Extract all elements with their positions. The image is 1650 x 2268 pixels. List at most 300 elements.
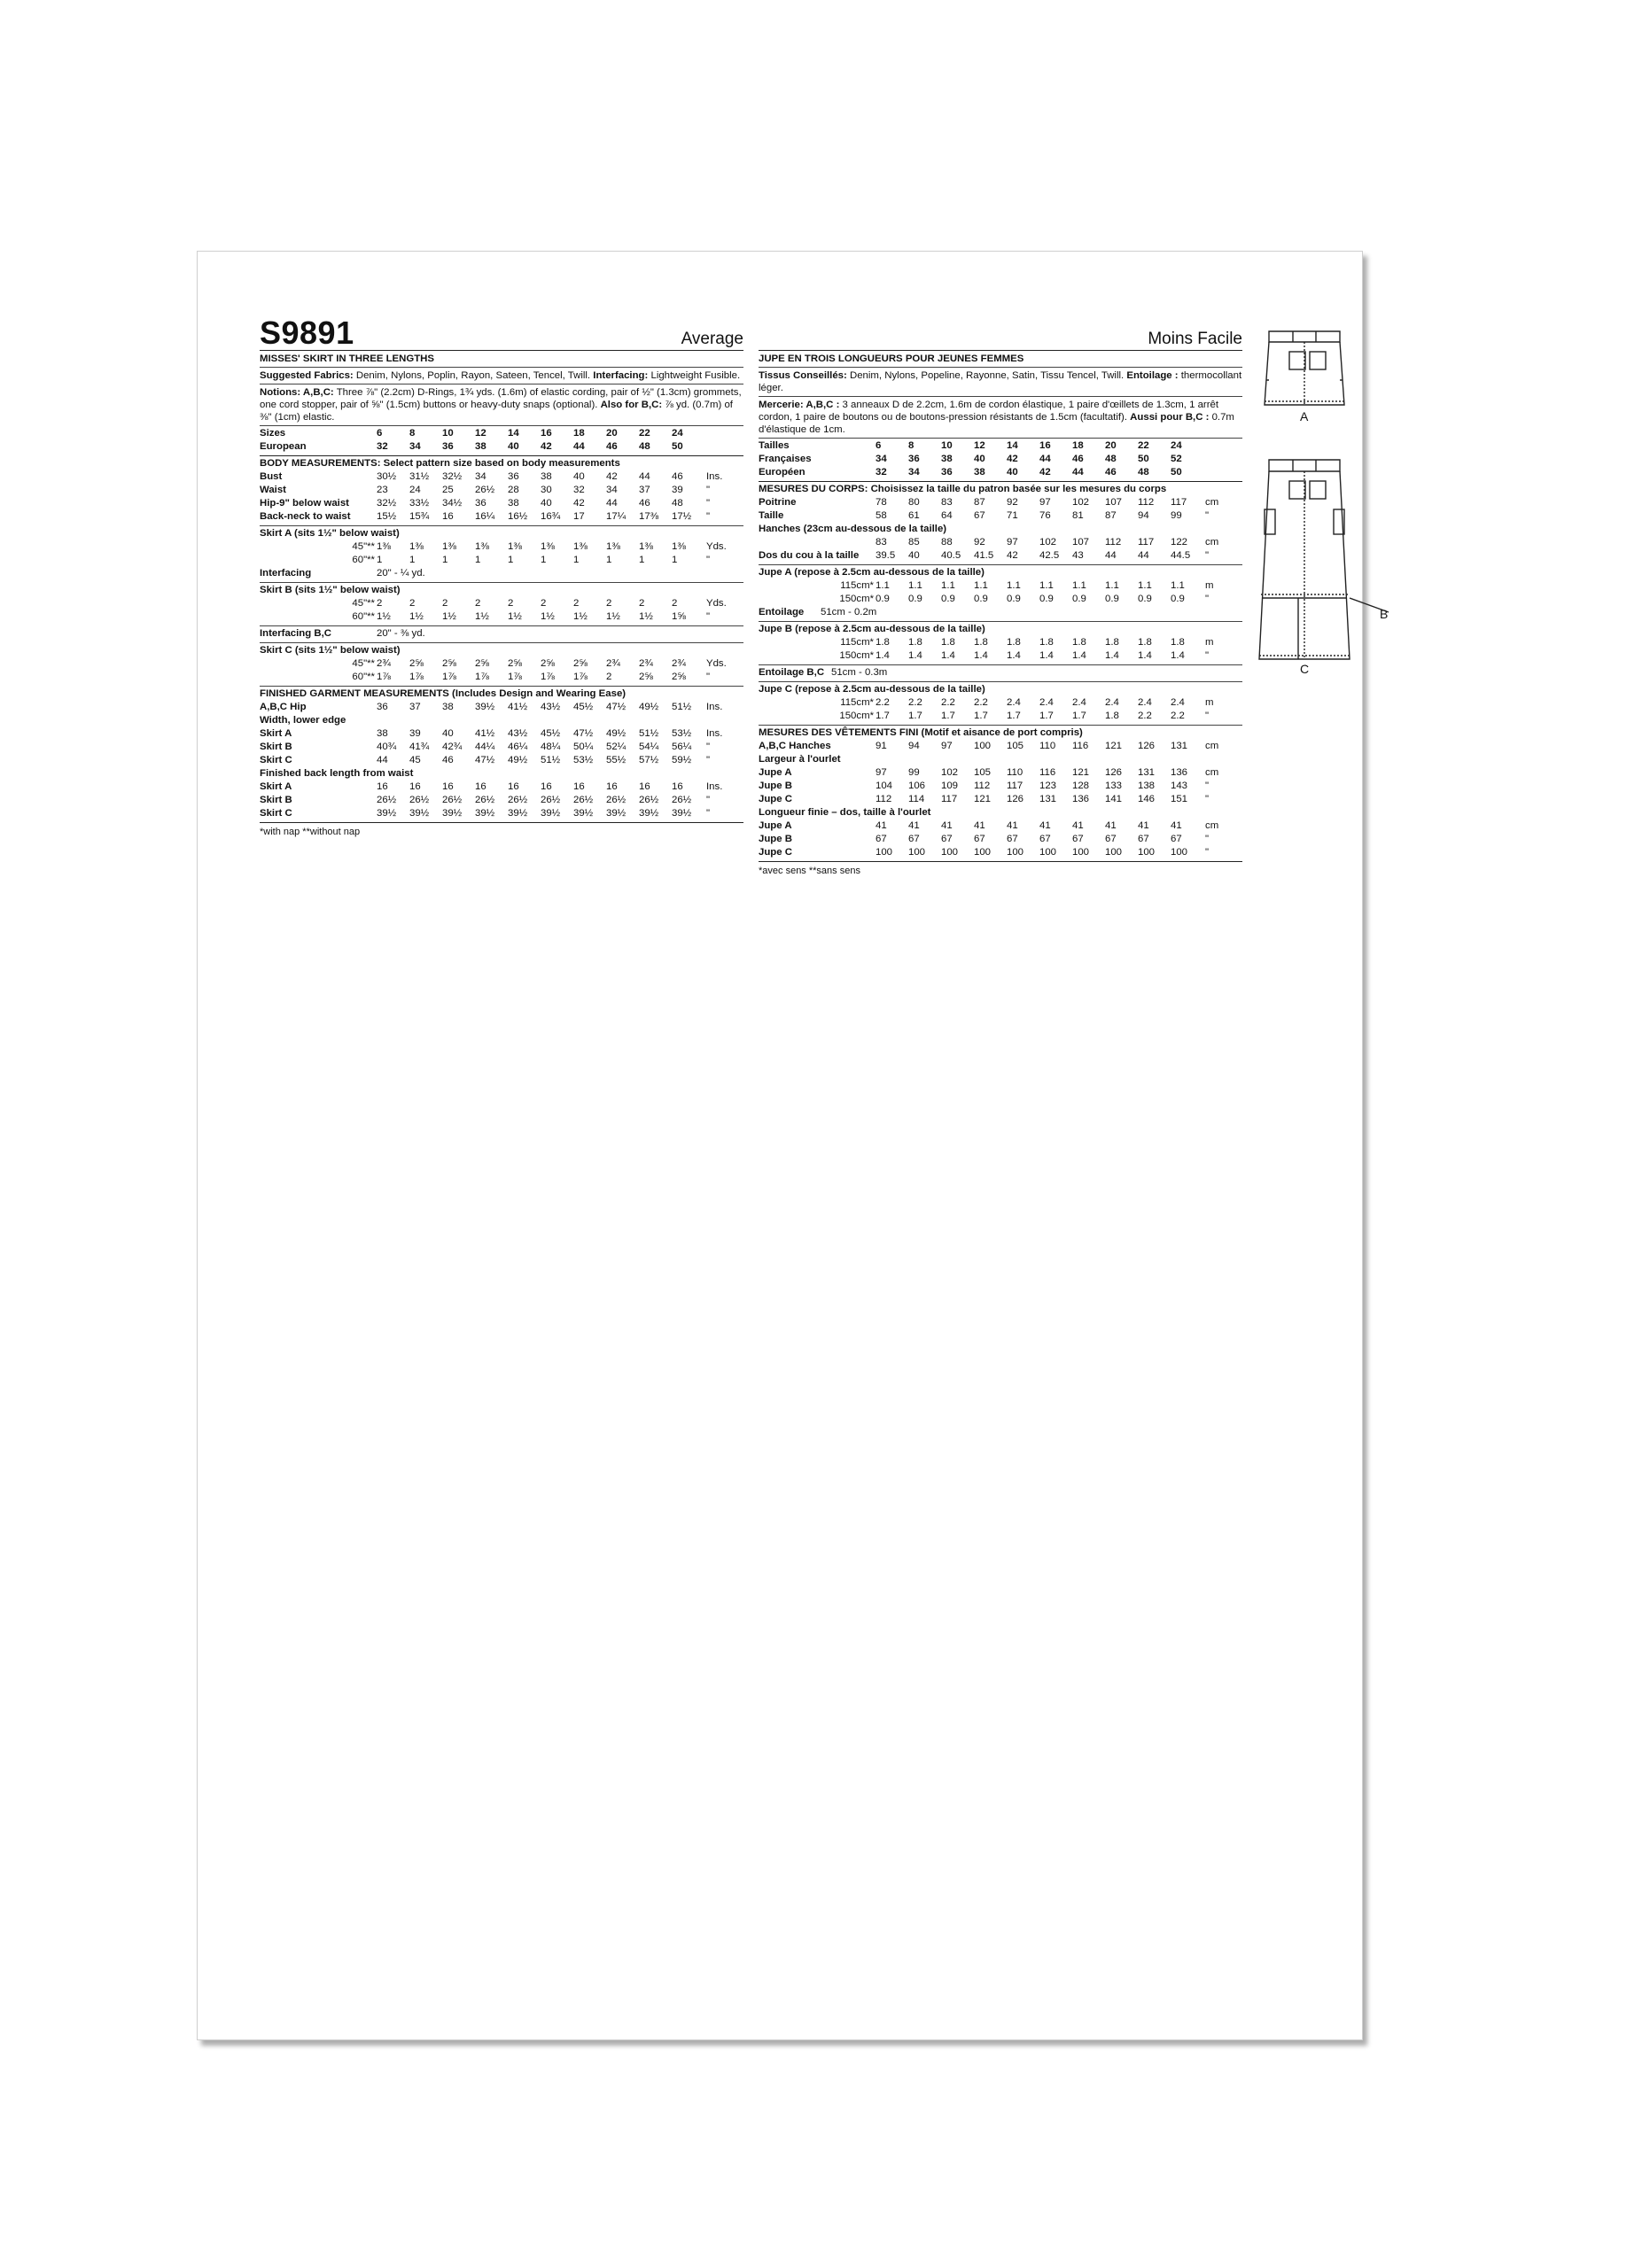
notions-text-fr: 3 anneaux D de 2.2cm, 1.6m de cordon élastique, 1 paire d'œillets de 1.3cm, 1 arrêt cordon, 1 paire de boutons ou de boutons-pression résistants de 1.5cm (facultatif). — [759, 400, 1219, 423]
value-cell: 40 — [508, 441, 519, 452]
measurement-row — [759, 496, 1242, 509]
pattern-code: S9891 — [260, 315, 354, 351]
unit-cell: Yds. — [706, 598, 727, 609]
unit-cell: cm — [1205, 767, 1219, 778]
jupe-c-yardage — [759, 682, 1242, 726]
value-cell: 123 — [1039, 781, 1057, 791]
label-b: B — [1380, 607, 1389, 621]
jupe-a-interfacing — [759, 606, 1242, 619]
value-cell: 0.9 — [1138, 594, 1152, 604]
value-cell: 117 — [941, 794, 958, 804]
row-label: Jupe B — [759, 781, 792, 791]
interfacing-a-label: Interfacing — [260, 568, 312, 579]
value-cell: 80 — [908, 497, 920, 508]
interfacing-label-fr: Entoilage : — [1126, 370, 1179, 381]
unit-cell: " — [1205, 847, 1210, 858]
value-cell: 39 — [409, 728, 421, 739]
value-cell: 2 — [475, 598, 481, 609]
value-cell: 1 — [409, 555, 416, 565]
hanches-label: Hanches (23cm au-dessous de la taille) — [759, 524, 947, 534]
skirt-c-yardage — [260, 643, 743, 687]
value-cell: 59½ — [672, 755, 692, 765]
value-cell: 44 — [1138, 550, 1149, 561]
value-cell: 1⅝ — [672, 611, 686, 622]
notions-label: Notions: A,B,C: — [260, 387, 334, 398]
value-cell: 2¾ — [377, 658, 391, 669]
value-cell: 2⅝ — [639, 672, 653, 682]
value-cell: 71 — [1007, 510, 1018, 521]
value-cell: 32½ — [377, 498, 397, 509]
value-cell: 16½ — [508, 511, 528, 522]
value-cell: 1.4 — [1072, 650, 1086, 661]
measurement-row — [260, 470, 743, 484]
length-heading-fr: Longueur finie – dos, taille à l'ourlet — [759, 807, 931, 818]
pattern-title-fr: JUPE EN TROIS LONGUEURS POUR JEUNES FEMMES — [759, 351, 1242, 368]
row-label: European — [260, 441, 307, 452]
skirt-b-grid — [260, 597, 743, 624]
value-cell: 1.4 — [876, 650, 890, 661]
value-cell: 1½ — [377, 611, 391, 622]
notions-label-fr: Mercerie: A,B,C : — [759, 400, 840, 410]
finished-measurements-fr — [759, 726, 1242, 862]
value-cell: 1.8 — [1007, 637, 1021, 648]
row-label: Jupe C — [759, 794, 792, 804]
value-cell: 112 — [876, 794, 892, 804]
value-cell: 0.9 — [1007, 594, 1021, 604]
value-cell: 44 — [573, 441, 585, 452]
value-cell: 1⅜ — [442, 541, 456, 552]
value-cell: 133 — [1105, 781, 1123, 791]
fabrics-text: Denim, Nylons, Poplin, Rayon, Sateen, Tencel, Twill. — [355, 370, 591, 381]
value-cell: 48 — [1138, 467, 1149, 478]
unit-cell: " — [706, 498, 711, 509]
value-cell: 0.9 — [974, 594, 988, 604]
value-cell: 44 — [1039, 454, 1051, 464]
value-cell: 41 — [1072, 820, 1084, 831]
value-cell: 16 — [442, 781, 454, 792]
entoilage-a-value: 51cm - 0.2m — [821, 607, 877, 617]
row-label: Skirt A — [260, 781, 292, 792]
row-label: 45"** — [352, 658, 375, 669]
value-cell: 49½ — [508, 755, 528, 765]
french-column — [759, 322, 1242, 877]
value-cell: 38 — [941, 454, 953, 464]
value-cell: 1.1 — [1138, 580, 1152, 591]
skirt-line-drawings — [1240, 327, 1390, 681]
value-cell: 136 — [1171, 767, 1188, 778]
value-cell: 1½ — [508, 611, 522, 622]
value-cell: 116 — [1072, 741, 1089, 751]
value-cell: 40 — [442, 728, 454, 739]
value-cell: 32 — [573, 485, 585, 495]
measurement-row — [759, 649, 1242, 663]
row-label: 60"** — [352, 555, 375, 565]
row-label: 115cm* — [840, 580, 874, 591]
value-cell: 17 — [573, 511, 585, 522]
french-header — [759, 322, 1242, 351]
value-cell: 40 — [908, 550, 920, 561]
notions — [260, 384, 743, 426]
value-cell: 16 — [573, 781, 585, 792]
value-cell: 41 — [974, 820, 985, 831]
entoilage-bc-value: 51cm - 0.3m — [831, 667, 888, 678]
value-cell: 51½ — [639, 728, 659, 739]
value-cell: 151 — [1171, 794, 1188, 804]
value-cell: 17⅜ — [639, 511, 659, 522]
measurement-row — [759, 819, 1242, 833]
value-cell: 110 — [1007, 767, 1023, 778]
measurement-row — [759, 793, 1242, 806]
value-cell: 42.5 — [1039, 550, 1060, 561]
value-cell: 2 — [606, 672, 612, 682]
value-cell: 100 — [974, 741, 992, 751]
skirt-a-grid — [260, 540, 743, 567]
value-cell: 36 — [941, 467, 953, 478]
value-cell: 50 — [1171, 467, 1182, 478]
measurement-row — [260, 610, 743, 624]
value-cell: 2⅝ — [541, 658, 555, 669]
value-cell: 26½ — [442, 795, 463, 805]
value-cell: 1 — [639, 555, 645, 565]
value-cell: 22 — [639, 428, 650, 439]
value-cell: 1½ — [475, 611, 489, 622]
value-cell: 38 — [475, 441, 486, 452]
unit-cell: " — [1205, 594, 1210, 604]
value-cell: 39.5 — [876, 550, 896, 561]
fabrics-text-fr: Denim, Nylons, Popeline, Rayonne, Satin, Tissu Tencel, Twill. — [850, 370, 1125, 381]
value-cell: 34 — [409, 441, 421, 452]
row-label: A,B,C Hanches — [759, 741, 831, 751]
row-label — [759, 536, 876, 549]
value-cell: 92 — [974, 537, 985, 548]
value-cell: 1.1 — [876, 580, 890, 591]
value-cell: 39½ — [541, 808, 561, 819]
value-cell: 1½ — [639, 611, 653, 622]
unit-cell: m — [1205, 580, 1214, 591]
value-cell: 92 — [1007, 497, 1018, 508]
interfacing-text: Lightweight Fusible. — [650, 370, 741, 381]
value-cell: 34 — [876, 454, 887, 464]
width-heading: Width, lower edge — [260, 715, 346, 726]
measurement-row — [260, 701, 743, 714]
value-cell: 2.4 — [1105, 697, 1119, 708]
row-label: Skirt C — [260, 808, 292, 819]
width-grid-fr — [759, 766, 1242, 806]
value-cell: 0.9 — [1039, 594, 1054, 604]
value-cell: 1 — [606, 555, 612, 565]
value-cell: 121 — [974, 794, 992, 804]
value-cell: 36 — [908, 454, 920, 464]
value-cell: 1.8 — [1039, 637, 1054, 648]
value-cell: 20 — [1105, 440, 1117, 451]
value-cell: 110 — [1039, 741, 1056, 751]
value-cell: 41¾ — [409, 742, 430, 752]
value-cell: 34 — [908, 467, 920, 478]
jupe-b-grid — [759, 636, 1242, 663]
value-cell: 58 — [876, 510, 887, 521]
value-cell: 1.7 — [908, 711, 922, 721]
value-cell: 24 — [409, 485, 421, 495]
row-label: Jupe A — [759, 820, 792, 831]
value-cell: 45 — [409, 755, 421, 765]
unit-cell: cm — [1205, 741, 1219, 751]
value-cell: 39½ — [377, 808, 397, 819]
value-cell: 16 — [1039, 440, 1051, 451]
skirt-bc-drawing — [1259, 460, 1389, 659]
hip-grid — [260, 701, 743, 714]
body-measurements-grid — [260, 470, 743, 524]
value-cell: 1.8 — [941, 637, 955, 648]
measurement-row — [260, 794, 743, 807]
jupe-c-grid — [759, 696, 1242, 723]
row-label: 115cm* — [840, 637, 874, 648]
value-cell: 44 — [1105, 550, 1117, 561]
row-label: Taille — [759, 510, 784, 521]
value-cell: 55½ — [606, 755, 627, 765]
value-cell: 39½ — [442, 808, 463, 819]
value-cell: 2.2 — [908, 697, 922, 708]
value-cell: 16¾ — [541, 511, 561, 522]
value-cell: 46 — [606, 441, 618, 452]
row-label: Françaises — [759, 454, 812, 464]
value-cell: 14 — [508, 428, 519, 439]
value-cell: 2.4 — [1171, 697, 1185, 708]
value-cell: 8 — [908, 440, 915, 451]
value-cell: 1⅜ — [541, 541, 555, 552]
english-column — [260, 315, 743, 838]
unit-cell: " — [706, 742, 711, 752]
measurement-row — [759, 636, 1242, 649]
difficulty-level-fr: Moins Facile — [1148, 330, 1242, 348]
value-cell: 78 — [876, 497, 887, 508]
value-cell: 30½ — [377, 471, 397, 482]
value-cell: 100 — [1171, 847, 1188, 858]
skirt-a-yardage — [260, 526, 743, 583]
unit-cell: " — [706, 611, 711, 622]
value-cell: 2 — [442, 598, 448, 609]
interfacing-bc-label: Interfacing B,C — [260, 628, 332, 639]
value-cell: 1 — [442, 555, 448, 565]
value-cell: 100 — [1007, 847, 1024, 858]
value-cell: 91 — [876, 741, 887, 751]
value-cell: 41 — [908, 820, 920, 831]
notions-fr — [759, 397, 1242, 439]
value-cell: 64 — [941, 510, 953, 521]
finished-heading: FINISHED GARMENT MEASUREMENTS (Includes Design and Wearing Ease) — [260, 688, 627, 699]
value-cell: 1.7 — [974, 711, 988, 721]
unit-cell: Ins. — [706, 471, 723, 482]
sizes-grid — [260, 427, 743, 454]
value-cell: 16 — [508, 781, 519, 792]
value-cell: 34 — [475, 471, 486, 482]
value-cell: 2 — [508, 598, 514, 609]
unit-cell: Ins. — [706, 781, 723, 792]
difficulty-level: Average — [681, 330, 743, 348]
value-cell: 42 — [1007, 454, 1018, 464]
unit-cell — [1203, 453, 1242, 466]
sizes-table — [260, 426, 743, 456]
value-cell: 40.5 — [941, 550, 961, 561]
value-cell: 76 — [1039, 510, 1051, 521]
value-cell: 34½ — [442, 498, 463, 509]
skirt-a-interfacing — [260, 567, 743, 580]
value-cell: 33½ — [409, 498, 430, 509]
value-cell: 41 — [1039, 820, 1051, 831]
value-cell: 1.4 — [974, 650, 988, 661]
value-cell: 1½ — [409, 611, 424, 622]
value-cell: 1½ — [573, 611, 588, 622]
value-cell: 31½ — [409, 471, 430, 482]
unit-cell: " — [706, 672, 711, 682]
value-cell: 32½ — [442, 471, 463, 482]
value-cell: 48 — [672, 498, 683, 509]
measurement-row — [759, 509, 1242, 523]
value-cell: 39½ — [475, 808, 495, 819]
value-cell: 67 — [1039, 834, 1051, 844]
value-cell: 121 — [1072, 767, 1090, 778]
value-cell: 1⅞ — [573, 672, 588, 682]
value-cell: 28 — [508, 485, 519, 495]
unit-cell: Ins. — [706, 728, 723, 739]
value-cell: 100 — [1138, 847, 1156, 858]
measurement-row — [759, 846, 1242, 859]
value-cell: 46 — [1072, 454, 1084, 464]
value-cell: 17¼ — [606, 511, 627, 522]
measurement-row — [260, 781, 743, 794]
value-cell: 97 — [1039, 497, 1051, 508]
value-cell: 45½ — [573, 702, 594, 712]
value-cell: 1.4 — [1039, 650, 1054, 661]
row-label: 150cm* — [839, 650, 874, 661]
value-cell: 41½ — [508, 702, 528, 712]
value-cell: 16 — [442, 511, 454, 522]
value-cell: 1.4 — [1171, 650, 1185, 661]
value-cell: 0.9 — [1072, 594, 1086, 604]
value-cell: 39½ — [573, 808, 594, 819]
value-cell: 67 — [876, 834, 887, 844]
value-cell: 2 — [409, 598, 416, 609]
value-cell: 99 — [1171, 510, 1182, 521]
value-cell: 38 — [508, 498, 519, 509]
jupe-a-yardage — [759, 565, 1242, 622]
row-label: Skirt A — [260, 728, 292, 739]
value-cell: 83 — [941, 497, 953, 508]
value-cell: 42 — [573, 498, 585, 509]
value-cell: 54¼ — [639, 742, 659, 752]
interfacing-label: Interfacing: — [593, 370, 649, 381]
value-cell: 18 — [573, 428, 585, 439]
row-label: Skirt C — [260, 755, 292, 765]
value-cell: 67 — [1007, 834, 1018, 844]
value-cell: 2.2 — [1138, 711, 1152, 721]
value-cell: 1.1 — [941, 580, 955, 591]
value-cell: 1 — [672, 555, 678, 565]
value-cell: 1.4 — [1007, 650, 1021, 661]
value-cell: 100 — [908, 847, 926, 858]
value-cell: 2.2 — [974, 697, 988, 708]
value-cell: 46 — [639, 498, 650, 509]
measurement-row — [260, 671, 743, 684]
measurement-row — [759, 549, 1242, 563]
row-label: Skirt B — [260, 742, 292, 752]
value-cell: 26½ — [409, 795, 430, 805]
notions-also-text-fr: 0.7m d'élastique de 1cm. — [759, 412, 1234, 435]
row-label: Back-neck to waist — [260, 511, 351, 522]
interfacing-bc-value: 20" - ⅜ yd. — [377, 628, 425, 639]
notions-also-label-fr: Aussi pour B,C : — [1130, 412, 1210, 423]
value-cell: 43 — [1072, 550, 1084, 561]
value-cell: 126 — [1007, 794, 1024, 804]
measurement-row — [759, 593, 1242, 606]
value-cell: 10 — [442, 428, 454, 439]
row-label: Skirt B — [260, 795, 292, 805]
unit-cell — [704, 440, 743, 454]
value-cell: 2 — [606, 598, 612, 609]
jupe-c-heading: Jupe C (repose à 2.5cm au-dessous de la taille) — [759, 684, 985, 695]
suggested-fabrics — [260, 368, 743, 384]
body-measurements-fr — [759, 482, 1242, 565]
unit-cell: " — [1205, 510, 1210, 521]
value-cell: 1⅞ — [541, 672, 555, 682]
row-label: Jupe B — [759, 834, 792, 844]
unit-cell: m — [1205, 637, 1214, 648]
unit-cell: cm — [1205, 497, 1219, 508]
value-cell: 49½ — [639, 702, 659, 712]
finished-heading-fr: MESURES DES VÊTEMENTS FINI (Motif et aisance de port compris) — [759, 727, 1083, 738]
value-cell: 30 — [541, 485, 552, 495]
value-cell: 41 — [876, 820, 887, 831]
unit-cell: " — [1205, 781, 1210, 791]
value-cell: 16 — [606, 781, 618, 792]
value-cell: 2.2 — [1171, 711, 1185, 721]
value-cell: 26½ — [639, 795, 659, 805]
value-cell: 1.8 — [1072, 637, 1086, 648]
value-cell: 97 — [876, 767, 887, 778]
value-cell: 112 — [974, 781, 991, 791]
value-cell: 100 — [1039, 847, 1057, 858]
unit-cell: Ins. — [706, 702, 723, 712]
unit-cell: " — [706, 795, 711, 805]
jupe-a-heading: Jupe A (repose à 2.5cm au-dessous de la taille) — [759, 567, 985, 578]
unit-cell: " — [1205, 550, 1210, 561]
value-cell: 67 — [1171, 834, 1182, 844]
value-cell: 1⅞ — [442, 672, 456, 682]
measurement-row — [759, 833, 1242, 846]
value-cell: 1⅞ — [409, 672, 424, 682]
value-cell: 42 — [1039, 467, 1051, 478]
measurement-row — [759, 766, 1242, 780]
row-label: 45"** — [352, 541, 375, 552]
value-cell: 1.8 — [1171, 637, 1185, 648]
row-label: Bust — [260, 471, 283, 482]
body-measurements-grid-fr — [759, 496, 1242, 523]
value-cell: 1.7 — [876, 711, 890, 721]
value-cell: 100 — [974, 847, 992, 858]
value-cell: 48 — [1105, 454, 1117, 464]
value-cell: 47½ — [606, 702, 627, 712]
value-cell: 37 — [409, 702, 421, 712]
value-cell: 43½ — [508, 728, 528, 739]
value-cell: 50 — [672, 441, 683, 452]
value-cell: 2 — [672, 598, 678, 609]
row-label: 115cm* — [840, 697, 874, 708]
value-cell: 100 — [1072, 847, 1090, 858]
value-cell: 102 — [1039, 537, 1057, 548]
notions-also-text: ⅞ yd. (0.7m) of ⅜" (1cm) elastic. — [260, 400, 733, 423]
jupe-b-yardage — [759, 622, 1242, 665]
value-cell: 16 — [541, 781, 552, 792]
interfacing-bc — [260, 626, 743, 643]
